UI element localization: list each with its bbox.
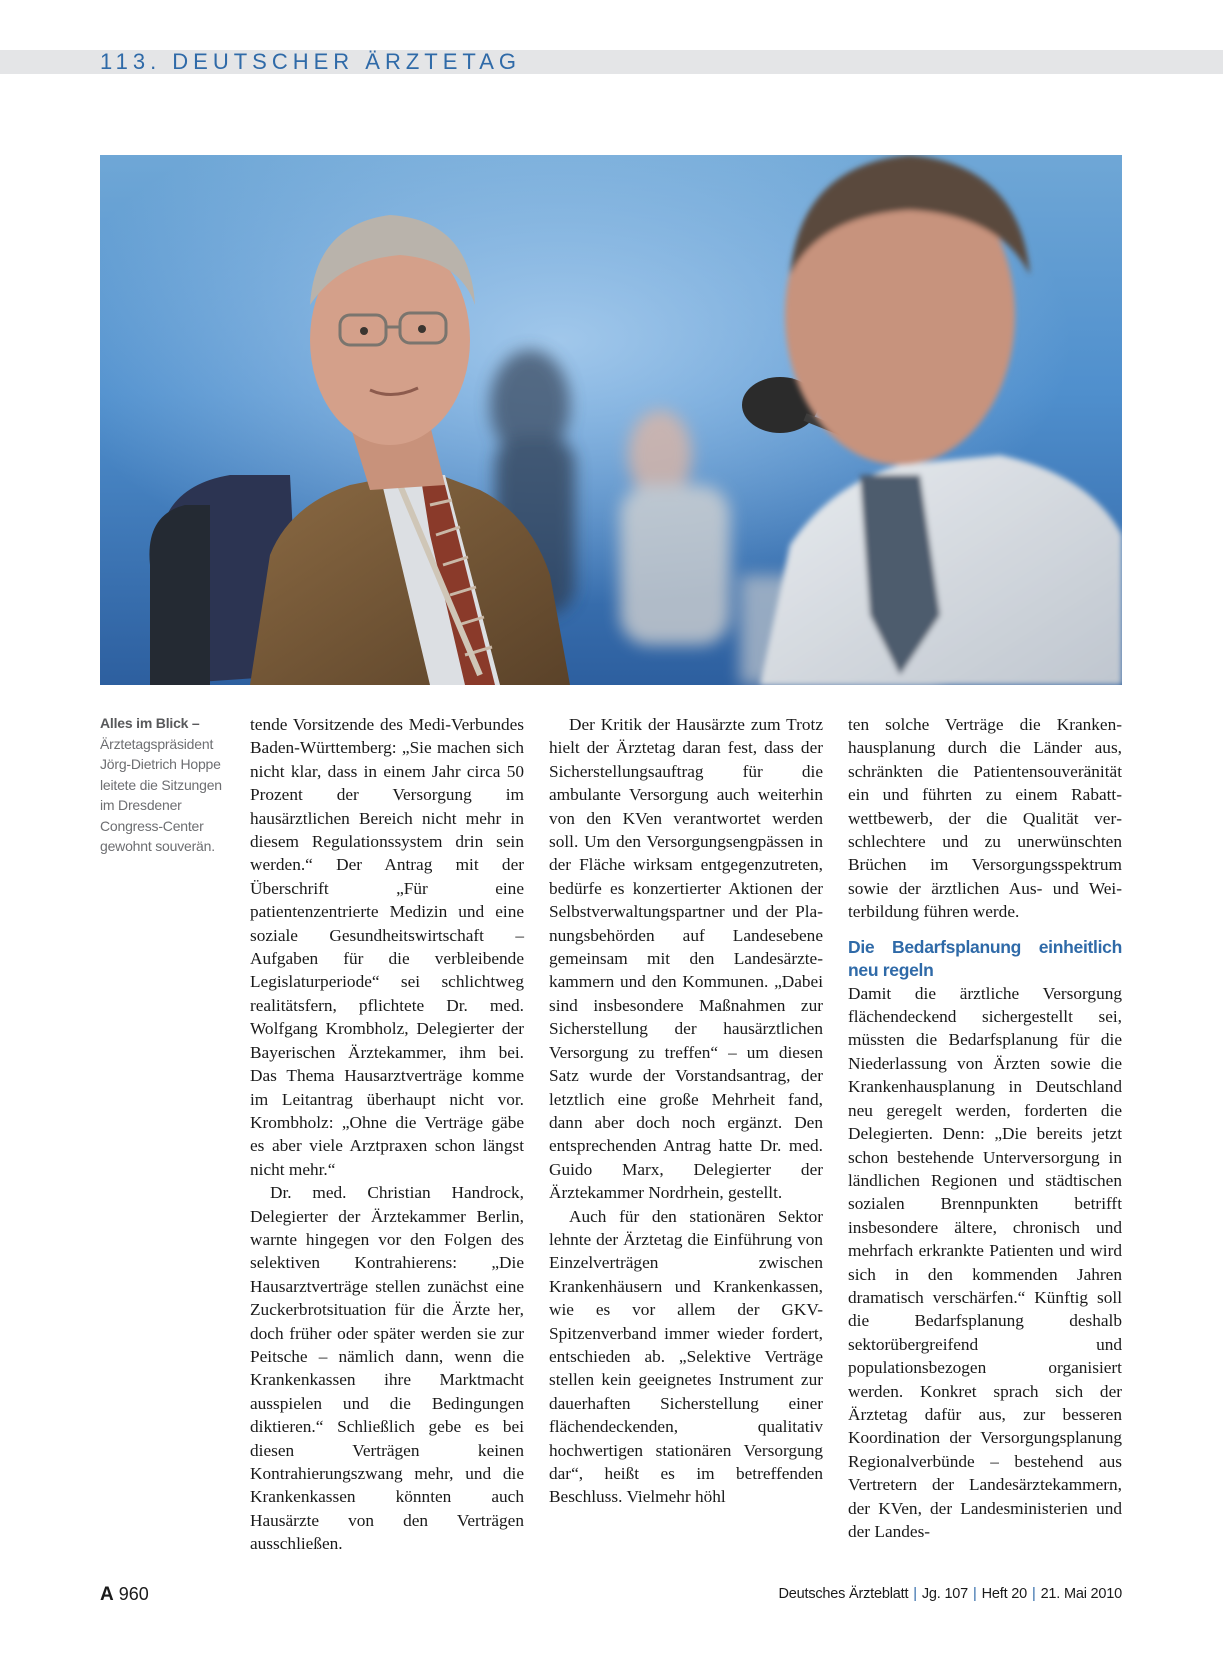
page-prefix: A bbox=[100, 1584, 114, 1605]
journal-date: 21. Mai 2010 bbox=[1040, 1586, 1122, 1602]
separator: | bbox=[973, 1586, 977, 1602]
caption-line: im Dresdener bbox=[100, 797, 182, 813]
paragraph: Damit die ärztliche Versorgung flächendeckend sichergestellt sei, müssten die Bedarfsplanung für die Niederlassung von Ärzten sowie die Krankenhausplanung in Deutschland neu geregelt werden, forderten die Delegierten. Denn: „Die bereits jetzt schon bestehende Unterversorgung in ländlichen Regionen und städtischen sozialen Brennpunkten betrifft insbesondere ältere, chronisch und mehrfach erkrankte Patienten und wird sich in den kommenden Jahren dramatisch verschärfen.“ Künftig soll die Bedarfsplanung deshalb sektorübergreifend und populationsbezogen organisiert werden. Konkret sprach sich der Ärztetag dafür aus, zur besseren Koordination der Versorgungsplanung Regionalverbünde – bestehend aus Vertretern der Landesärztekammern, der KVen, der Landesministerien und der Landes- bbox=[848, 983, 1122, 1541]
article-photo bbox=[100, 155, 1122, 685]
journal-name: Deutsches Ärzteblatt bbox=[778, 1586, 909, 1602]
paragraph: ten solche Verträge die Krankenhausplanung durch die Länder aus, schränkten die Patientensouveränität ein und führten zu einem Rabattwettbewerb, der die Qualität verschlechtere und zu unerwünschten Brüchen im Versorgungsspektrum sowie der ärztlichen Aus- und Weiterbildung führen werde. bbox=[848, 715, 1122, 922]
journal-issue: Heft 20 bbox=[981, 1586, 1027, 1602]
page-number bbox=[100, 1584, 149, 1606]
paragraph: tende Vorsitzende des Medi-Verbundes Baden-Württemberg: „Sie machen sich nicht klar, dass in einem Jahr circa 50 Prozent der Versorgung im hausärztlichen Bereich nicht mehr in diesem Regulationssystem drin sein werden.“ Der Antrag mit der Überschrift „Für eine patientenzentrierte Medizin und eine soziale Gesundheitswirtschaft – Aufgaben für die verbleibende Legislaturperiode“ sei schlichtweg realitätsfern, pflichtete Dr. med. Wolfgang Krombholz, Delegierter der Bayerischen Ärztekammer, ihm bei. Das Thema Hausarztverträge komme im Leitantrag überhaupt nicht vor. Krombholz: „Ohne die Verträge gäbe es aber viele Arztpraxen schon längst nicht mehr.“ bbox=[250, 715, 524, 1179]
paragraph: Auch für den stationären Sektor lehnte der Ärztetag die Einführung von Einzelverträgen zwischen Krankenhäusern und Krankenkassen, wie es vor allem der GKV-Spitzenverband immer wieder fordert, entschieden ab. „Selektive Verträge stellen kein geeignetes Instrument zur dauerhaften Sicherstellung einer flächendeckenden, qualitativ hochwertigen stationären Versorgung dar“, heißt es im betreffenden Beschluss. Vielmehr höhl bbox=[549, 1206, 823, 1507]
paragraph: Der Kritik der Hausärzte zum Trotz hielt der Ärztetag daran fest, dass der Sicherstellungsauftrag für die ambulante Versorgung auch weiterhin von den KVen verantwortet werden soll. Um den Versorgungsengpässen in der Fläche wirksam entgegenzutreten, bedürfe es konzertierter Aktionen der Selbstverwaltungspartner und der Planungsbehörden auf Landesebene gemeinsam mit den Landesärztekammern und den Kommunen. „Dabei sind insbesondere Maßnahmen zur Sicherstellung der hausärztlichen Versorgung zu treffen“ – um diesen Satz wurde der Vorstandsantrag, der letztlich eine große Mehrheit fand, dann aber doch noch ergänzt. Den entsprechenden Antrag hatte Dr. med. Guido Marx, Delegierter der Ärztekammer Nordrhein, gestellt. bbox=[549, 715, 823, 1203]
article-column-1 bbox=[250, 713, 524, 1556]
separator: | bbox=[1031, 1586, 1036, 1602]
caption-line: gewohnt souverän. bbox=[100, 838, 215, 854]
separator: | bbox=[913, 1586, 917, 1602]
paragraph: Dr. med. Christian Handrock, Delegierter der Ärztekammer Berlin, warnte hingegen vor den Folgen des selektiven Kontrahierens: „Die Hausarztverträge stellen zunächst eine Zuckerbrotsituation für die Ärzte her, doch früher oder später werden sie zur Peitsche – nämlich dann, wenn die Krankenkassen ihre Marktmacht ausspielen und die Bedingungen diktieren.“ Schließlich gebe es bei diesen Verträgen keinen Kontrahierungszwang mehr, und die Krankenkassen könnten auch Hausärzte von den Verträgen ausschließen. bbox=[250, 1183, 524, 1554]
journal-footer bbox=[779, 1586, 1123, 1602]
page-number-value: 960 bbox=[118, 1584, 149, 1604]
journal-volume: Jg. 107 bbox=[921, 1586, 969, 1602]
section-subheading: Die Bedarfsplanung einheitlich neu regeln bbox=[848, 936, 1122, 980]
caption-line: Jörg-Dietrich Hoppe bbox=[100, 756, 221, 772]
photo-caption bbox=[100, 713, 230, 857]
caption-line: Congress-Center bbox=[100, 817, 204, 834]
article-column-3 bbox=[848, 713, 1122, 1543]
caption-line: leitete die Sitzungen bbox=[100, 776, 222, 793]
caption-headline: Alles im Blick – bbox=[100, 715, 200, 731]
article-column-2 bbox=[549, 713, 823, 1509]
section-title: 113. DEUTSCHER ÄRZTETAG bbox=[100, 49, 522, 74]
caption-line: Ärztetagspräsident bbox=[100, 735, 214, 752]
